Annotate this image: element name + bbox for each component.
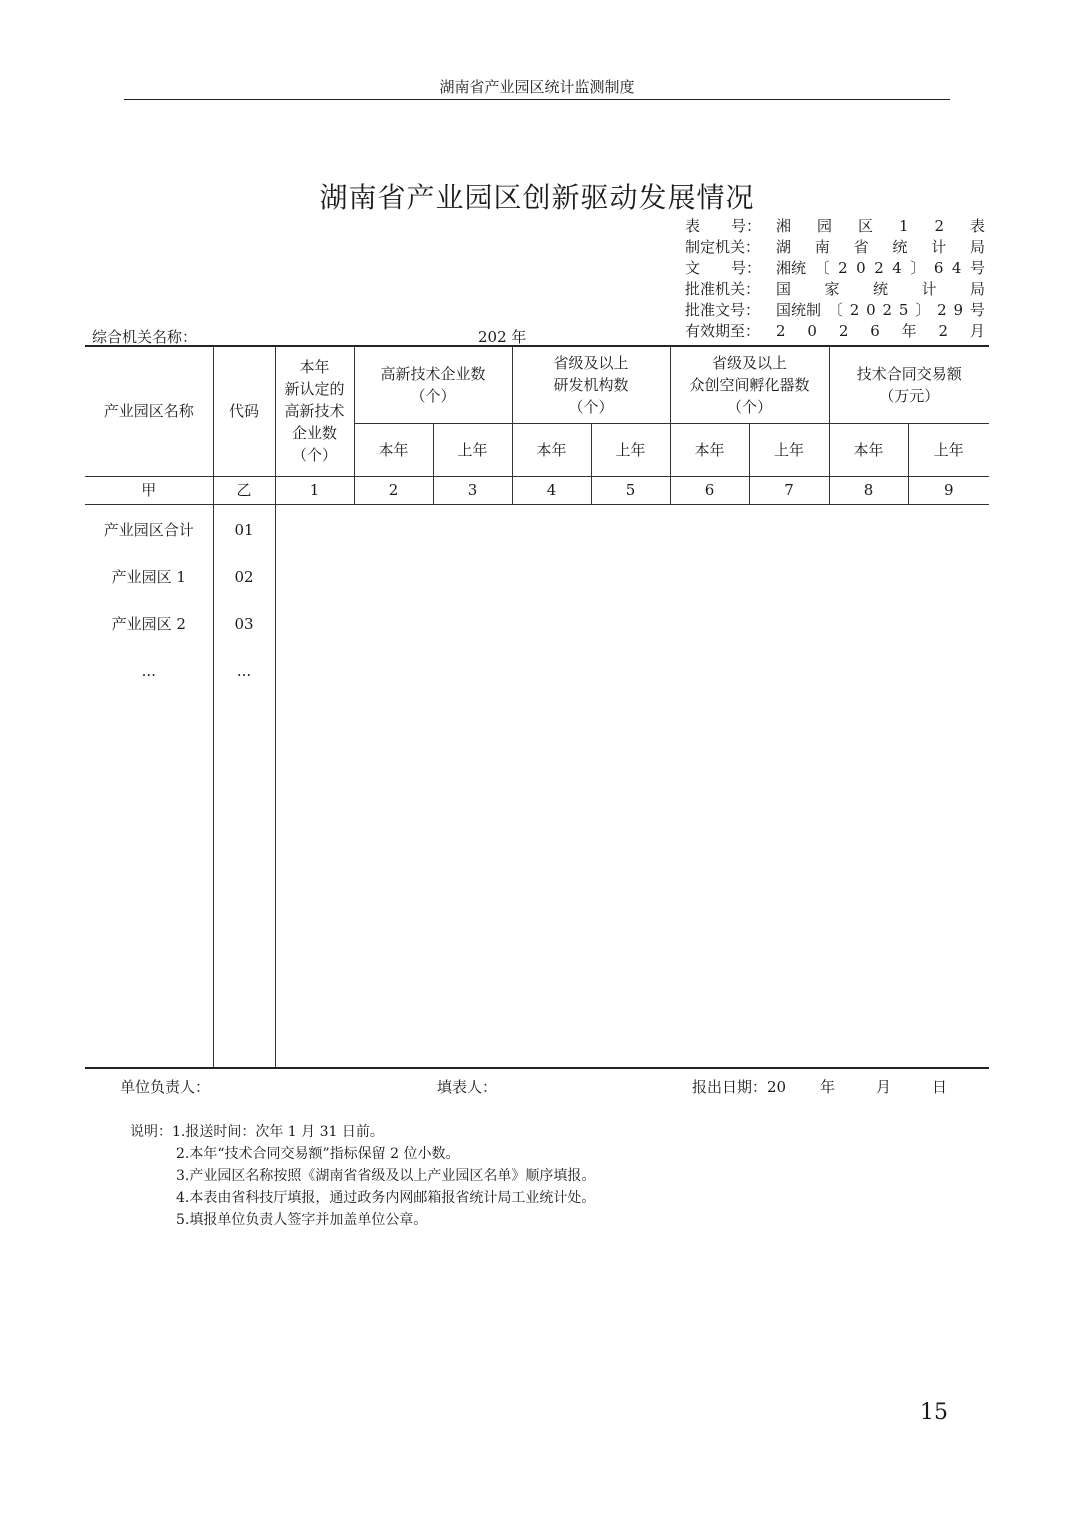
- meta-label: 文 号：: [685, 259, 761, 277]
- meta-row-approver: [685, 279, 985, 300]
- unit-head-label: 单位负责人：: [120, 1078, 211, 1096]
- meta-row-approval-number: [685, 300, 985, 321]
- header-park-name: 产业园区名称: [85, 346, 213, 476]
- code-column: [213, 504, 275, 1068]
- header-this-year: 本年: [512, 423, 591, 476]
- park-name-cell: ...: [141, 661, 156, 680]
- index-cell: 乙: [213, 476, 275, 504]
- header-group-tech-contract-value: 技术合同交易额 （万元）: [829, 346, 989, 423]
- report-date-label: 报出日期：20: [692, 1078, 787, 1096]
- header-last-year: 上年: [433, 423, 512, 476]
- meta-label: 制定机关：: [685, 238, 761, 256]
- header-this-year: 本年: [670, 423, 749, 476]
- index-cell: 8: [829, 476, 908, 504]
- statistics-table: [85, 345, 989, 1069]
- notes: [130, 1121, 595, 1231]
- park-name-cell: 产业园区 1: [111, 567, 186, 586]
- meta-value: 国 家 统 计 局: [776, 280, 985, 298]
- index-cell: 4: [512, 476, 591, 504]
- note-item: 3.产业园区名称按照《湖南省省级及以上产业园区名单》顺序填报。: [176, 1168, 596, 1184]
- index-cell: 9: [908, 476, 989, 504]
- page-number: 15: [920, 1400, 948, 1425]
- notes-prefix: 说明：: [130, 1124, 172, 1140]
- header-last-year: 上年: [908, 423, 989, 476]
- note-item: 说明：1.报送时间：次年 1 月 31 日前。: [130, 1124, 384, 1140]
- meta-label: 批准机关：: [685, 280, 761, 298]
- meta-value: 国统制 〔 2 0 2 5 〕 2 9 号: [776, 301, 985, 319]
- filler-label: 填表人：: [437, 1078, 498, 1096]
- header-last-year: 上年: [749, 423, 829, 476]
- meta-row-form-number: [685, 216, 985, 237]
- header-this-year: 本年: [354, 423, 433, 476]
- report-date-month: 月: [876, 1078, 892, 1096]
- meta-label: 有效期至：: [685, 322, 761, 340]
- park-name-cell: 产业园区合计: [103, 520, 194, 539]
- meta-value: 2 0 2 6 年 2 月: [776, 322, 985, 340]
- report-date-day: 日: [932, 1078, 948, 1096]
- meta-label: 批准文号：: [685, 301, 761, 319]
- document-title: 湖南省产业园区创新驱动发展情况: [319, 181, 755, 214]
- running-header: 湖南省产业园区统计监测制度: [439, 78, 635, 96]
- index-cell: 5: [591, 476, 670, 504]
- index-cell: 甲: [85, 476, 213, 504]
- year-label: 202 年: [478, 328, 527, 346]
- meta-value: 湖 南 省 统 计 局: [776, 238, 985, 256]
- code-cell: 03: [234, 614, 254, 633]
- report-date-year: 年: [820, 1078, 836, 1096]
- header-last-year: 上年: [591, 423, 670, 476]
- index-cell: 1: [275, 476, 354, 504]
- index-cell: 7: [749, 476, 829, 504]
- header-group-rd-institutions: 省级及以上 研发机构数 （个）: [512, 346, 670, 423]
- data-entry-area[interactable]: [275, 504, 989, 1068]
- code-cell: 01: [234, 520, 254, 539]
- code-cell: 02: [234, 567, 254, 586]
- index-cell: 2: [354, 476, 433, 504]
- meta-row-document-number: [685, 258, 985, 279]
- header-group-incubators: 省级及以上 众创空间孵化器数 （个）: [670, 346, 829, 423]
- meta-value: 湘 园 区 1 2 表: [776, 217, 985, 235]
- note-item: 2.本年“技术合同交易额”指标保留 2 位小数。: [176, 1146, 460, 1162]
- org-name-label: 综合机关名称：: [92, 328, 198, 346]
- header-group-hightech-enterprises: 高新技术企业数 （个）: [354, 346, 512, 423]
- index-cell: 3: [433, 476, 512, 504]
- header-code: 代码: [213, 346, 275, 476]
- header-rule: [124, 99, 950, 100]
- header-new-hightech-enterprises: 本年 新认定的 高新技术 企业数 （个）: [275, 346, 354, 476]
- index-row: [85, 476, 989, 504]
- code-cell: ...: [236, 661, 252, 680]
- note-item: 4.本表由省科技厅填报，通过政务内网邮箱报省统计局工业统计处。: [176, 1190, 596, 1206]
- meta-row-valid-until: [685, 321, 985, 342]
- meta-row-issuer: [685, 237, 985, 258]
- park-name-column: [85, 504, 213, 1068]
- note-item: 5.填报单位负责人签字并加盖单位公章。: [176, 1212, 428, 1228]
- meta-value: 湘统 〔 2 0 2 4 〕 6 4 号: [776, 259, 985, 277]
- form-metadata: [685, 216, 985, 342]
- index-cell: 6: [670, 476, 749, 504]
- header-this-year: 本年: [829, 423, 908, 476]
- park-name-cell: 产业园区 2: [111, 614, 186, 633]
- meta-label: 表 号：: [685, 217, 761, 235]
